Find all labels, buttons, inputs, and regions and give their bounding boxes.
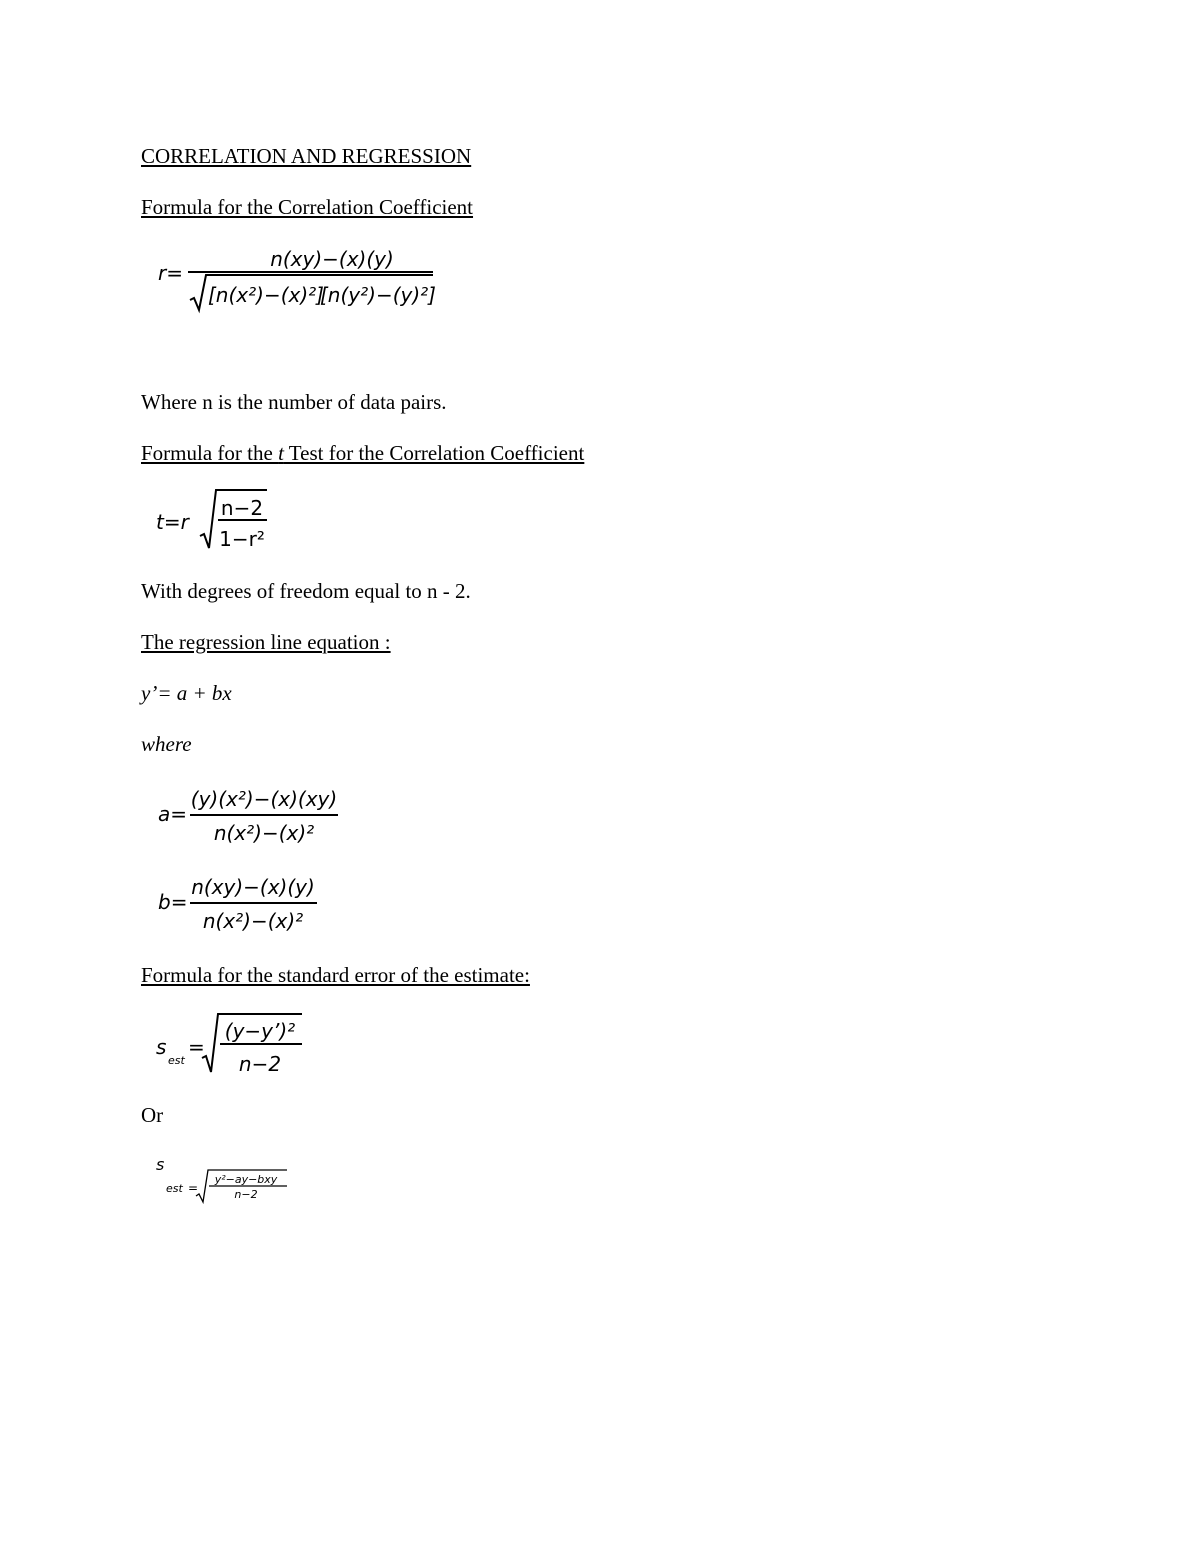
ttest-heading-pre: Formula for the	[141, 441, 279, 465]
b-denominator: n(x²)−(x)²	[202, 909, 304, 933]
correlation-note: Where n is the number of data pairs.	[141, 390, 447, 414]
se1-subscript: est	[168, 1054, 185, 1067]
b-numerator: n(xy)−(x)(y)	[191, 875, 315, 899]
se2-lhs: s	[156, 1155, 165, 1174]
corr-denominator-right: [n(y²)−(y)²]	[320, 283, 436, 307]
a-numerator: (y)(x²)−(x)(xy)	[190, 787, 338, 811]
regression-heading: The regression line equation :	[141, 630, 391, 654]
b-formula	[150, 868, 350, 938]
se2-equals: =	[188, 1181, 199, 1195]
se1-numerator: (y−y’)²	[224, 1019, 296, 1043]
corr-numerator: n(xy)−(x)(y)	[270, 247, 394, 271]
se2-denominator: n−2	[234, 1188, 258, 1201]
ttest-heading-post: Test for the Correlation Coefficient	[283, 441, 585, 465]
correlation-formula	[150, 238, 450, 320]
standard-error-formula-1	[150, 1008, 320, 1080]
se1-equals: =	[188, 1035, 205, 1059]
b-lhs: b=	[158, 890, 188, 914]
standard-error-formula-2	[150, 1152, 310, 1208]
ttest-numerator: n−2	[220, 496, 264, 520]
se2-numerator: y²−ay−bxy	[214, 1173, 278, 1186]
ttest-heading-t: t	[278, 441, 284, 465]
degrees-of-freedom-note: With degrees of freedom equal to n - 2.	[141, 579, 471, 603]
ttest-denominator: 1−r²	[219, 527, 265, 551]
corr-denominator-left: [n(x²)−(x)²]	[208, 283, 324, 307]
se1-lhs: s	[156, 1035, 167, 1059]
page-title: CORRELATION AND REGRESSION	[141, 144, 472, 168]
or-label: Or	[141, 1103, 164, 1127]
a-denominator: n(x²)−(x)²	[213, 821, 315, 845]
regression-equation: y’= a + bx	[141, 681, 232, 705]
a-lhs: a=	[158, 802, 188, 826]
ttest-formula	[150, 486, 280, 556]
where-label: where	[141, 732, 192, 756]
a-formula	[150, 780, 350, 850]
se2-subscript: est	[166, 1182, 183, 1195]
ttest-heading	[141, 440, 584, 466]
ttest-lhs: t=r	[156, 510, 189, 534]
standard-error-heading: Formula for the standard error of the estimate:	[141, 963, 530, 987]
se1-denominator: n−2	[238, 1052, 282, 1076]
corr-lhs: r=	[158, 261, 183, 285]
correlation-heading: Formula for the Correlation Coefficient	[141, 195, 474, 219]
